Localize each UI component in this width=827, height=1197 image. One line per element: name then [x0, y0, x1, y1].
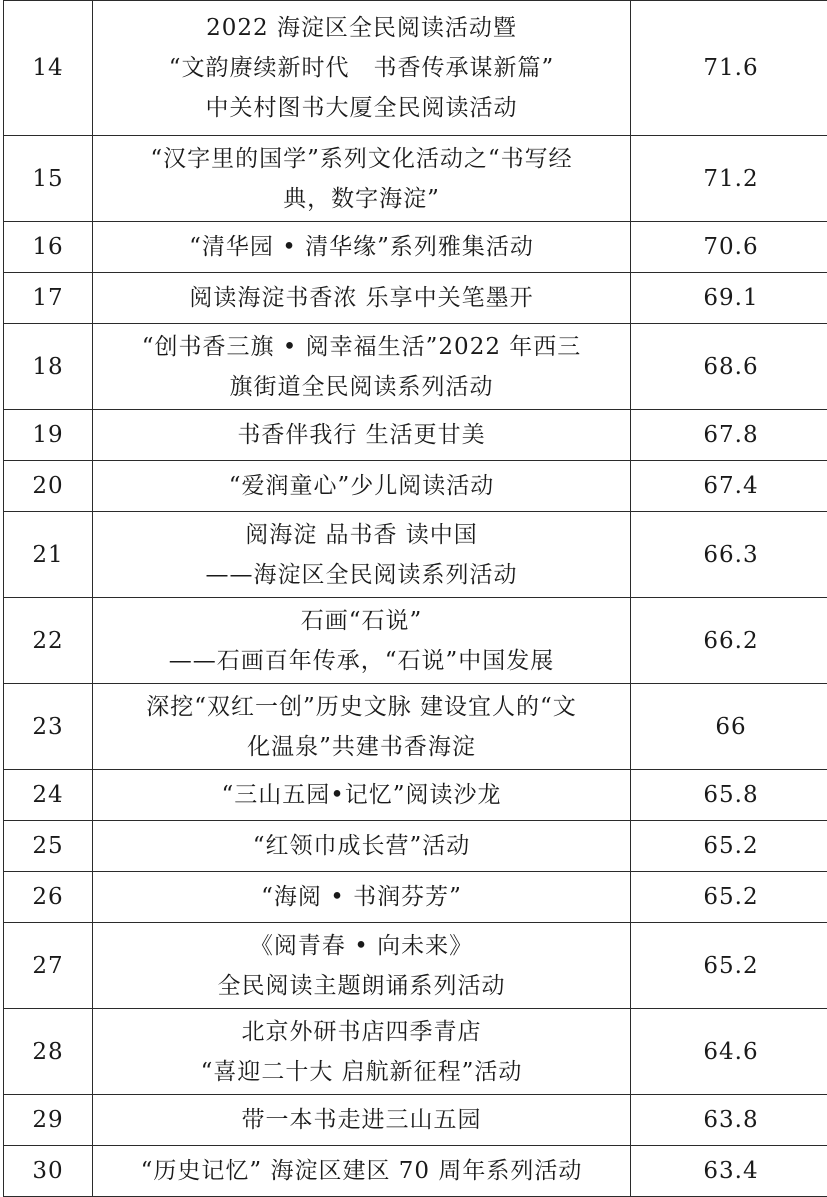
score-cell: 63.8	[631, 1095, 827, 1146]
table-row	[4, 872, 827, 923]
activity-name-line: “汉字里的国学”系列文化活动之“书写经	[150, 145, 573, 172]
activity-name-line: 典，数字海淀”	[283, 185, 440, 212]
activity-name-line: “创书香三旗 • 阅幸福生活”2022 年西三	[141, 333, 582, 360]
score-cell: 66.3	[631, 512, 827, 598]
score-cell: 66	[631, 684, 827, 770]
table-row	[4, 324, 827, 410]
rank-number-cell: 26	[4, 872, 93, 923]
score-cell: 69.1	[631, 273, 827, 324]
activity-name-line: 《阅青春 • 向未来》	[249, 932, 474, 959]
table-row	[4, 923, 827, 1009]
table-row	[4, 1095, 827, 1146]
activity-name-line: 书香伴我行 生活更甘美	[237, 422, 486, 448]
activity-name-line: 全民阅读主题朗诵系列活动	[217, 972, 506, 999]
activity-name-cell	[93, 923, 631, 1009]
score-cell: 64.6	[631, 1009, 827, 1095]
activity-name-cell	[93, 684, 631, 770]
activity-name-cell	[93, 770, 631, 821]
rank-number-cell: 24	[4, 770, 93, 821]
rank-number-cell: 20	[4, 461, 93, 512]
activity-name-cell	[93, 512, 631, 598]
activity-name-line: 2022 海淀区全民阅读活动暨	[206, 15, 517, 41]
rank-number-cell: 14	[4, 1, 93, 136]
rank-number-cell: 29	[4, 1095, 93, 1146]
activity-name-cell	[93, 461, 631, 512]
activity-name-cell	[93, 1146, 631, 1197]
activity-name-line: 化温泉”共建书香海淀	[247, 733, 476, 760]
activity-name-cell	[93, 136, 631, 222]
activity-name-line: 带一本书走进三山五园	[241, 1107, 482, 1133]
activity-name-line: “喜迎二十大 启航新征程”活动	[200, 1058, 523, 1085]
activity-name-cell	[93, 324, 631, 410]
rank-number-cell: 16	[4, 222, 93, 273]
activity-name-line: 北京外研书店四季青店	[241, 1018, 482, 1045]
score-cell: 70.6	[631, 222, 827, 273]
table-row	[4, 1, 827, 136]
table-row	[4, 136, 827, 222]
activity-name-cell	[93, 1, 631, 136]
table-row	[4, 461, 827, 512]
table-row	[4, 770, 827, 821]
table-row	[4, 684, 827, 770]
table-row	[4, 222, 827, 273]
score-cell: 68.6	[631, 324, 827, 410]
rank-number-cell: 21	[4, 512, 93, 598]
activity-name-line: “三山五园•记忆”阅读沙龙	[221, 782, 502, 808]
score-cell: 67.8	[631, 410, 827, 461]
activity-ranking-table-container	[3, 0, 820, 1197]
activity-name-line: 旗街道全民阅读系列活动	[229, 373, 494, 400]
activity-name-line: “历史记忆” 海淀区建区 70 周年系列活动	[140, 1158, 583, 1184]
table-row	[4, 821, 827, 872]
table-body	[4, 1, 827, 1197]
rank-number-cell: 30	[4, 1146, 93, 1197]
activity-name-line: “爱润童心”少儿阅读活动	[228, 473, 495, 499]
activity-name-line: “红领巾成长营”活动	[252, 833, 471, 859]
activity-name-cell	[93, 598, 631, 684]
rank-number-cell: 28	[4, 1009, 93, 1095]
activity-name-cell	[93, 1009, 631, 1095]
table-row	[4, 1146, 827, 1197]
activity-name-cell	[93, 1095, 631, 1146]
activity-name-cell	[93, 410, 631, 461]
activity-name-line: 阅读海淀书香浓 乐享中关笔墨开	[189, 285, 534, 311]
activity-name-cell	[93, 273, 631, 324]
activity-ranking-table	[3, 0, 827, 1197]
table-row	[4, 1009, 827, 1095]
activity-name-cell	[93, 222, 631, 273]
table-row	[4, 512, 827, 598]
activity-name-line: ——海淀区全民阅读系列活动	[205, 561, 518, 588]
activity-name-line: “海阅 • 书润芬芳”	[261, 884, 462, 910]
activity-name-line: “清华园 • 清华缘”系列雅集活动	[189, 234, 534, 260]
activity-name-cell	[93, 821, 631, 872]
table-row	[4, 598, 827, 684]
rank-number-cell: 15	[4, 136, 93, 222]
score-cell: 66.2	[631, 598, 827, 684]
rank-number-cell: 25	[4, 821, 93, 872]
score-cell: 65.2	[631, 821, 827, 872]
table-row	[4, 273, 827, 324]
rank-number-cell: 17	[4, 273, 93, 324]
rank-number-cell: 19	[4, 410, 93, 461]
score-cell: 67.4	[631, 461, 827, 512]
activity-name-cell	[93, 872, 631, 923]
score-cell: 71.6	[631, 1, 827, 136]
rank-number-cell: 18	[4, 324, 93, 410]
activity-name-line: 中关村图书大厦全民阅读活动	[205, 95, 518, 121]
activity-name-line: ——石画百年传承，“石说”中国发展	[168, 647, 555, 674]
score-cell: 65.2	[631, 872, 827, 923]
score-cell: 65.2	[631, 923, 827, 1009]
rank-number-cell: 22	[4, 598, 93, 684]
activity-name-line: 石画“石说”	[300, 607, 423, 634]
rank-number-cell: 23	[4, 684, 93, 770]
score-cell: 65.8	[631, 770, 827, 821]
activity-name-line: 深挖“双红一创”历史文脉 建设宜人的“文	[146, 693, 577, 720]
rank-number-cell: 27	[4, 923, 93, 1009]
table-row	[4, 410, 827, 461]
score-cell: 63.4	[631, 1146, 827, 1197]
activity-name-line: 阅海淀 品书香 读中国	[245, 521, 478, 548]
score-cell: 71.2	[631, 136, 827, 222]
activity-name-line: “文韵赓续新时代 书香传承谋新篇”	[168, 55, 555, 81]
